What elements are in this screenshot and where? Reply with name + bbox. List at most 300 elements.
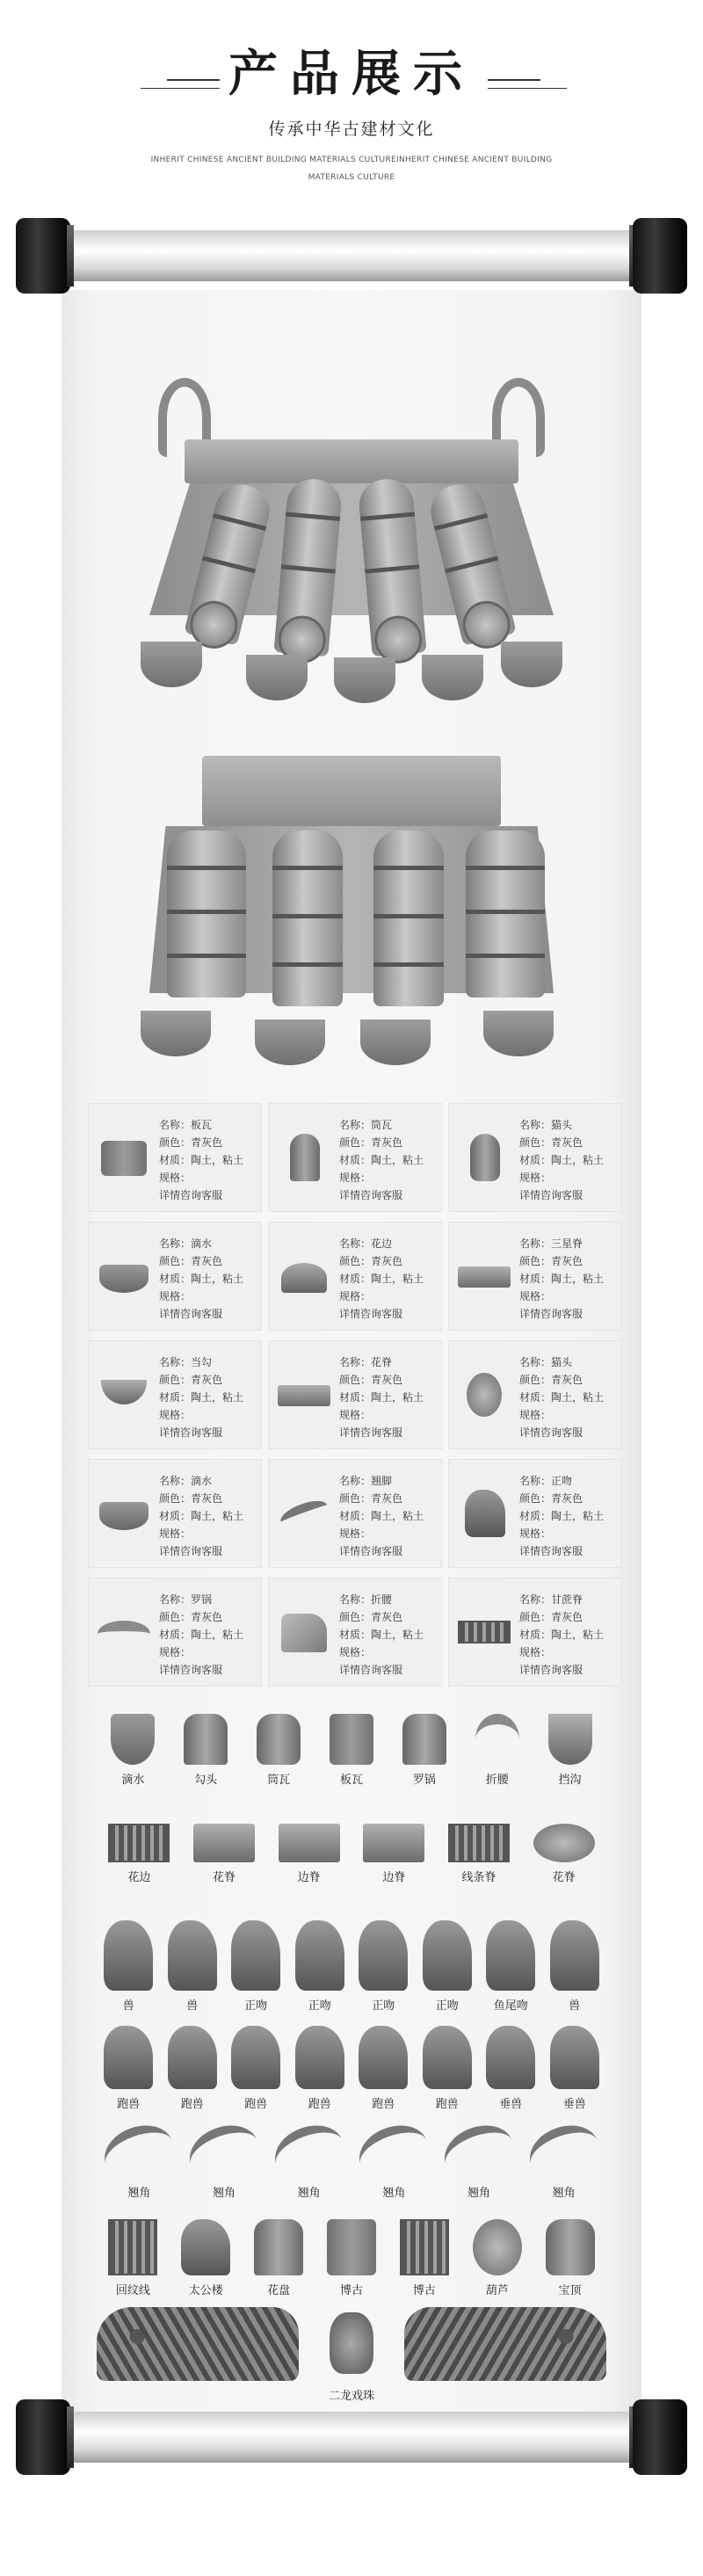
catalog-item-label: 垂兽 (499, 2098, 523, 2111)
catalog-item-label: 花脊 (552, 1871, 576, 1884)
catalog-item[interactable] (388, 1714, 460, 1787)
product-spec: 规格： (339, 1409, 372, 1421)
catalog-item[interactable] (388, 2219, 460, 2297)
catalog-item-label: 跑兽 (244, 2098, 268, 2111)
tile-ornament-icon (181, 2219, 230, 2275)
drip-tile (246, 655, 308, 700)
main-ridge (185, 439, 518, 483)
product-name: 名称：正吻 (519, 1475, 573, 1487)
catalog-item[interactable] (416, 2026, 480, 2111)
catalog-item[interactable] (460, 1714, 533, 1787)
catalog-item-image (486, 2026, 535, 2089)
product-spec: 规格： (339, 1646, 372, 1658)
product-name: 名称：翘脚 (339, 1475, 393, 1487)
product-color: 颜色：青灰色 (339, 1255, 403, 1267)
title-block (0, 35, 703, 103)
tile-ornament-icon (402, 1714, 446, 1765)
catalog-item-image (257, 1714, 301, 1765)
drip-tile (255, 1020, 325, 1065)
catalog-item-label: 二龙戏珠 (328, 2390, 374, 2403)
tile-ornament-icon (359, 1920, 408, 1991)
product-info (159, 1116, 243, 1204)
catalog-item[interactable] (352, 1920, 416, 2013)
catalog-item-image (402, 1714, 446, 1765)
product-info (339, 1235, 424, 1323)
tile-ornament-icon (400, 2219, 449, 2275)
tile-ornament-icon (295, 2026, 344, 2089)
product-name: 名称：折腰 (339, 1593, 393, 1606)
catalog-item[interactable] (533, 2219, 606, 2297)
tile-ornament-icon (108, 1824, 170, 1862)
product-spec: 规格： (519, 1646, 552, 1658)
catalog-item-label: 兽 (569, 1999, 581, 2013)
product-name: 名称：罗锅 (159, 1593, 213, 1606)
product-info (519, 1116, 604, 1204)
catalog-item[interactable] (479, 1920, 543, 2013)
tile-ornament-icon (231, 2026, 280, 2089)
catalog-item-label: 兽 (186, 1999, 199, 2013)
product-spec: 规格： (159, 1290, 192, 1303)
product-info (159, 1353, 243, 1441)
catalog-item[interactable] (288, 2026, 352, 2111)
product-card[interactable] (448, 1222, 622, 1331)
tube-tile-row (272, 831, 343, 1006)
product-spec: 规格： (519, 1172, 552, 1184)
catalog-item[interactable] (170, 2219, 243, 2297)
catalog-item[interactable] (521, 2127, 606, 2200)
catalog-item[interactable] (182, 1824, 267, 1884)
tile-ornament-icon (168, 1920, 217, 1991)
catalog-item[interactable] (243, 1714, 315, 1787)
product-contact: 详情咨询客服 (519, 1426, 583, 1439)
round-end-tile-icon (467, 1373, 502, 1417)
product-name: 名称：滴水 (159, 1237, 213, 1250)
tile-ornament-icon (533, 1824, 595, 1862)
catalog-item[interactable] (416, 1920, 480, 2013)
product-info (159, 1235, 243, 1323)
catalog-item-image (295, 2026, 344, 2089)
product-card[interactable] (268, 1103, 442, 1212)
sugarcane-ridge-icon (458, 1621, 511, 1644)
catalog-item[interactable] (97, 2127, 182, 2200)
product-material: 材质：陶土，粘土 (159, 1273, 244, 1285)
catalog-item-image (274, 2127, 344, 2178)
product-material: 材质：陶土，粘土 (519, 1629, 605, 1641)
catalog-item-label: 线条脊 (461, 1871, 496, 1884)
product-card[interactable] (88, 1578, 262, 1687)
tube-tile-row (466, 831, 545, 998)
drip-tile (141, 1011, 211, 1056)
catalog-item[interactable] (266, 1824, 352, 1884)
catalog-item[interactable] (266, 2127, 352, 2200)
catalog-item-label: 花盘 (267, 2284, 291, 2297)
catalog-item-image (189, 2127, 259, 2178)
arched-ridge-icon (98, 1621, 150, 1647)
catalog-item[interactable] (437, 1824, 522, 1884)
catalog-item[interactable] (543, 2026, 607, 2111)
tile-ornament-icon (352, 2116, 436, 2188)
catalog-item-label: 太公楼 (188, 2284, 223, 2297)
catalog-item-label: 翘角 (297, 2187, 321, 2200)
tile-ornament-icon (550, 2026, 599, 2089)
tile-ornament-icon (104, 2026, 153, 2089)
catalog-item-image (550, 1920, 599, 1991)
product-color: 颜色：青灰色 (159, 1136, 223, 1149)
catalog-item-label: 花边 (127, 1871, 151, 1884)
product-thumbnail (278, 1608, 330, 1656)
product-thumbnail (98, 1134, 150, 1181)
scroll-roller-bottom (16, 2399, 687, 2475)
tile-ornament-icon (548, 1714, 592, 1765)
catalog-item[interactable] (182, 2127, 267, 2200)
product-spec: 规格： (519, 1290, 552, 1303)
product-name: 名称：花脊 (339, 1356, 393, 1368)
product-contact: 详情咨询客服 (159, 1189, 223, 1201)
tube-tile-icon (290, 1134, 320, 1181)
product-card[interactable] (268, 1578, 442, 1687)
catalog-item-label: 正吻 (372, 1999, 395, 2013)
product-name: 名称：猫头 (519, 1356, 573, 1368)
product-card[interactable] (268, 1340, 442, 1449)
product-thumbnail (458, 1134, 511, 1181)
catalog-item-image (533, 1824, 595, 1862)
product-material: 材质：陶土，粘土 (159, 1629, 244, 1641)
product-thumbnail (98, 1608, 150, 1656)
product-contact: 详情咨询客服 (339, 1664, 403, 1676)
catalog-item-label: 花脊 (212, 1871, 236, 1884)
scroll-roller-top (16, 218, 687, 294)
roller-cap-left (16, 218, 70, 294)
product-card[interactable] (88, 1222, 262, 1331)
catalog-item[interactable] (161, 2026, 225, 2111)
catalog-item-label: 跑兽 (435, 2098, 459, 2111)
catalog-item-label: 边脊 (382, 1871, 406, 1884)
tile-ornament-icon (231, 1920, 280, 1991)
product-material: 材质：陶土，粘土 (339, 1154, 424, 1166)
catalog-item-label: 折腰 (485, 1774, 509, 1787)
catalog-item[interactable] (97, 1824, 182, 1884)
product-contact: 详情咨询客服 (519, 1664, 583, 1676)
product-contact: 详情咨询客服 (159, 1545, 223, 1557)
product-material: 材质：陶土，粘土 (339, 1629, 424, 1641)
product-name: 名称：当勾 (159, 1356, 213, 1368)
catalog-item-label: 翘角 (552, 2187, 576, 2200)
tile-ornament-icon (423, 2026, 472, 2089)
product-color: 颜色：青灰色 (339, 1611, 403, 1623)
product-info (519, 1235, 604, 1323)
catalog-item-image (359, 1920, 408, 1991)
product-color: 颜色：青灰色 (159, 1255, 223, 1267)
product-contact: 详情咨询客服 (339, 1308, 403, 1320)
catalog-item[interactable] (352, 2026, 416, 2111)
lace-tile-icon (281, 1263, 327, 1293)
product-info (339, 1591, 424, 1679)
roller-cap-left (16, 2399, 70, 2475)
catalog-item[interactable] (170, 1714, 243, 1787)
catalog-item[interactable] (97, 2219, 170, 2297)
tile-ornament-icon (486, 1920, 535, 1991)
product-contact: 详情咨询客服 (339, 1426, 403, 1439)
catalog-item[interactable] (161, 1920, 225, 2013)
catalog-item-image (104, 2026, 153, 2089)
product-info (339, 1116, 424, 1204)
catalog-item-image (473, 2219, 522, 2275)
catalog-item-image (168, 2026, 217, 2089)
product-material: 材质：陶土，粘土 (519, 1273, 605, 1285)
product-card[interactable] (448, 1103, 622, 1212)
product-thumbnail (278, 1371, 330, 1419)
tile-ornament-icon (182, 2116, 265, 2188)
product-contact: 详情咨询客服 (159, 1664, 223, 1676)
catalog-item-label: 跑兽 (180, 2098, 204, 2111)
catalog-item-label: 垂兽 (562, 2098, 586, 2111)
catalog-item[interactable] (97, 1920, 161, 2013)
tile-ornament-icon (546, 2219, 595, 2275)
product-thumbnail (458, 1490, 511, 1537)
product-thumbnail (98, 1371, 150, 1419)
product-material: 材质：陶土，粘土 (519, 1154, 605, 1166)
catalog-item[interactable] (352, 2127, 437, 2200)
catalog-item[interactable] (543, 1920, 607, 2013)
catalog-item-image (423, 2026, 472, 2089)
tile-ornament-icon (257, 1714, 301, 1765)
product-contact: 详情咨询客服 (159, 1426, 223, 1439)
roller-bar (58, 2412, 645, 2463)
hero-roof-simple-ridge (141, 756, 562, 1081)
product-name: 名称：滴水 (159, 1475, 213, 1487)
catalog-item-image (475, 1714, 519, 1765)
page-title: 产品展示 (228, 45, 475, 103)
tube-tile-row (373, 831, 444, 1006)
tile-ornament-icon (522, 2116, 605, 2188)
tile-ornament-icon (111, 1714, 155, 1765)
roller-ring-left (67, 225, 74, 287)
product-color: 颜色：青灰色 (339, 1492, 403, 1505)
product-thumbnail (278, 1252, 330, 1300)
tile-ornament-icon (108, 2219, 157, 2275)
product-material: 材质：陶土，粘土 (339, 1273, 424, 1285)
roller-cap-right (633, 2399, 687, 2475)
tile-ornament-icon (327, 2219, 376, 2275)
drip-tile (501, 642, 562, 687)
catalog-item[interactable] (437, 2127, 522, 2200)
product-material: 材质：陶土，粘土 (339, 1510, 424, 1522)
drip-tile (141, 642, 202, 687)
product-thumbnail (458, 1371, 511, 1419)
product-card[interactable] (448, 1578, 622, 1687)
product-card[interactable] (268, 1459, 442, 1568)
product-card[interactable] (448, 1459, 622, 1568)
catalog-item-image (359, 2026, 408, 2089)
catalog-item[interactable] (460, 2219, 533, 2297)
product-material: 材质：陶土，粘土 (519, 1391, 605, 1404)
product-card[interactable] (448, 1340, 622, 1449)
product-material: 材质：陶土，粘土 (519, 1510, 605, 1522)
eave-hook-icon (101, 1380, 147, 1404)
product-color: 颜色：青灰色 (159, 1611, 223, 1623)
catalog-item[interactable] (315, 1714, 388, 1787)
catalog-item-image (548, 1714, 592, 1765)
product-thumbnail (98, 1490, 150, 1537)
product-color: 颜色：青灰色 (339, 1374, 403, 1386)
catalog-item-label: 滴水 (121, 1774, 145, 1787)
product-material: 材质：陶土，粘土 (159, 1154, 244, 1166)
catalog-item-image (104, 1920, 153, 1991)
catalog-item-image (359, 2127, 429, 2178)
catalog-item-image (231, 2026, 280, 2089)
product-spec: 规格： (519, 1527, 552, 1540)
catalog-item-label: 跑兽 (308, 2098, 331, 2111)
catalog-item-image (448, 1824, 510, 1862)
tile-ornament-icon (448, 1824, 510, 1862)
tile-ornament-icon (193, 1824, 255, 1862)
product-card[interactable] (88, 1103, 262, 1212)
catalog-item-label: 筒瓦 (267, 1774, 291, 1787)
catalog-item-image (327, 2219, 376, 2275)
product-name: 名称：花边 (339, 1237, 393, 1250)
catalog-item[interactable] (97, 1714, 170, 1787)
catalog-item-image (231, 1920, 280, 1991)
product-name: 名称：筒瓦 (339, 1119, 393, 1131)
product-material: 材质：陶土，粘土 (339, 1391, 424, 1404)
flower-ridge-icon (278, 1385, 330, 1406)
upturned-corner-icon (278, 1496, 330, 1531)
catalog-item-image (279, 1824, 340, 1862)
drip-tile (422, 655, 483, 700)
tile-ornament-icon (168, 2026, 217, 2089)
catalog-item-label: 翘角 (467, 2187, 490, 2200)
catalog-item-image (330, 1714, 373, 1765)
tile-ornament-icon (473, 2219, 522, 2275)
page-subtitle: 传承中华古建材文化 (268, 120, 435, 139)
tile-ornament-icon (279, 1824, 340, 1862)
roller-ring-left (67, 2406, 74, 2468)
dragon-left-icon (97, 2307, 299, 2381)
product-card[interactable] (88, 1340, 262, 1449)
tile-ornament-icon (104, 1920, 153, 1991)
catalog-item[interactable] (533, 1714, 606, 1787)
tile-ornament-icon (359, 2026, 408, 2089)
catalog-item-label: 边脊 (297, 1871, 321, 1884)
catalog-item-image (550, 2026, 599, 2089)
catalog-item[interactable] (224, 1920, 288, 2013)
catalog-item[interactable] (288, 1920, 352, 2013)
tile-ornament-icon (475, 1714, 519, 1765)
tile-ornament-icon (550, 1920, 599, 1991)
product-spec: 规格： (159, 1527, 192, 1540)
catalog-item-label: 翘角 (127, 2187, 151, 2200)
page-header (0, 0, 703, 211)
catalog-item-image (184, 1714, 228, 1765)
roller-cap-right (633, 218, 687, 294)
tile-ornament-icon (295, 1920, 344, 1991)
catalog-item-label: 板瓦 (339, 1774, 363, 1787)
catalog-item-image (104, 2127, 174, 2178)
product-thumbnail (278, 1490, 330, 1537)
product-contact: 详情咨询客服 (159, 1308, 223, 1320)
tile-ornament-icon (267, 2116, 351, 2188)
product-color: 颜色：青灰色 (339, 1136, 403, 1149)
cat-head-tile-icon (470, 1134, 500, 1181)
catalog-item[interactable] (521, 1824, 606, 1884)
product-card[interactable] (268, 1222, 442, 1331)
product-card[interactable] (88, 1459, 262, 1568)
roller-bar (58, 230, 645, 281)
catalog-item-label: 勾头 (194, 1774, 218, 1787)
product-color: 颜色：青灰色 (159, 1492, 223, 1505)
catalog-item[interactable] (224, 2026, 288, 2111)
catalog-item[interactable] (315, 2219, 388, 2297)
hero-roof-ridge-beasts (141, 378, 562, 712)
catalog-item-image (111, 1714, 155, 1765)
product-spec: 规格： (159, 1172, 192, 1184)
catalog-item-image (181, 2219, 230, 2275)
dragon-right-icon (404, 2307, 606, 2381)
twin-dragons-ornament[interactable] (97, 2307, 606, 2404)
product-spec: 规格： (519, 1409, 552, 1421)
product-color: 颜色：青灰色 (519, 1255, 583, 1267)
product-contact: 详情咨询客服 (339, 1189, 403, 1201)
ridge-tile-icon (458, 1266, 511, 1288)
catalog-item-image (168, 1920, 217, 1991)
catalog-item-image (295, 1920, 344, 1991)
catalog-item-image (486, 1920, 535, 1991)
product-color: 颜色：青灰色 (519, 1611, 583, 1623)
tile-ornament-icon (184, 1714, 228, 1765)
catalog-item-label: 葫芦 (485, 2284, 509, 2297)
catalog-item-image (193, 1824, 255, 1862)
catalog-item-image (108, 1824, 170, 1862)
catalog-item-image (363, 1824, 424, 1862)
main-ridge (202, 756, 501, 826)
catalog-item[interactable] (479, 2026, 543, 2111)
product-thumbnail (278, 1134, 330, 1181)
catalog-item-image (254, 2219, 303, 2275)
product-material: 材质：陶土，粘土 (159, 1510, 244, 1522)
product-thumbnail (458, 1608, 511, 1656)
catalog-item-label: 跑兽 (117, 2098, 141, 2111)
product-info (159, 1591, 243, 1679)
product-name: 名称：板瓦 (159, 1119, 213, 1131)
tile-ornament-icon (330, 1714, 373, 1765)
catalog-item[interactable] (243, 2219, 315, 2297)
product-info (339, 1353, 424, 1441)
product-color: 颜色：青灰色 (519, 1374, 583, 1386)
pearl-icon (330, 2312, 373, 2374)
english-tagline: INHERIT CHINESE ANCIENT BUILDING MATERIALS CULTUREINHERIT CHINESE ANCIENT BUILDING MATERIALS CULTURE (150, 156, 553, 182)
catalog-item-image (444, 2127, 514, 2178)
catalog-item-image (529, 2127, 599, 2178)
catalog-item-label: 鱼尾吻 (493, 1999, 528, 2013)
tile-ornament-icon (423, 1920, 472, 1991)
catalog-item[interactable] (97, 2026, 161, 2111)
catalog-item-label: 正吻 (308, 1999, 331, 2013)
tube-tile-row (167, 831, 246, 998)
product-color: 颜色：青灰色 (519, 1492, 583, 1505)
tile-ornament-icon (363, 1824, 424, 1862)
drip-tile (360, 1020, 431, 1065)
catalog-item-image (400, 2219, 449, 2275)
title-divider-right-thin (488, 88, 567, 89)
catalog-item-image (546, 2219, 595, 2275)
catalog-item-label: 翘角 (212, 2187, 236, 2200)
product-spec: 规格： (339, 1172, 372, 1184)
product-contact: 详情咨询客服 (519, 1308, 583, 1320)
product-spec: 规格： (339, 1527, 372, 1540)
tile-ornament-icon (254, 2219, 303, 2275)
catalog-item-label: 回纹线 (115, 2284, 150, 2297)
catalog-item[interactable] (352, 1824, 437, 1884)
